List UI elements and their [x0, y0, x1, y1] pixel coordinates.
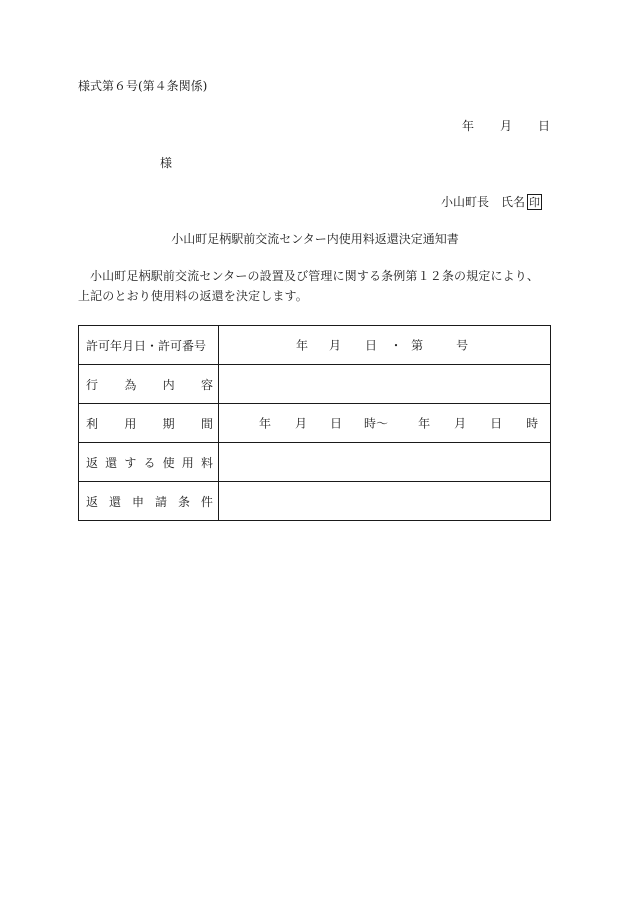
- addressee-suffix: 様: [160, 156, 173, 170]
- label-char: 行: [86, 377, 99, 392]
- table-row: [79, 326, 551, 365]
- label-char: 件: [200, 494, 213, 509]
- issuer-line: [441, 194, 542, 210]
- act-content-value: [219, 365, 551, 404]
- end-year: 年: [418, 416, 431, 431]
- refund-conditions-value: [219, 482, 551, 521]
- label-char: 条: [177, 494, 190, 509]
- label-char: 返: [86, 494, 99, 509]
- row-label-permit-date-number: [79, 326, 219, 365]
- date-day: 日: [538, 119, 551, 133]
- label-char: 用: [181, 455, 194, 470]
- end-day: 日: [490, 416, 503, 431]
- issuer-title: 小山町長: [441, 195, 490, 209]
- permit-dot: ・: [390, 338, 403, 353]
- label-char: 為: [124, 377, 137, 392]
- permit-dai: 第: [411, 338, 424, 353]
- seal-mark: 印: [529, 196, 541, 209]
- label-char: 用: [124, 416, 137, 431]
- permit-year: 年: [296, 338, 309, 353]
- issuer-name-label: 氏名: [501, 195, 526, 209]
- end-hour: 時: [526, 416, 539, 431]
- label-text: 許可年月日・許可番号: [86, 338, 207, 353]
- refund-fee-value: [219, 443, 551, 482]
- usage-period-value: [219, 404, 551, 443]
- row-label-refund-conditions: [79, 482, 219, 521]
- label-char: 容: [200, 377, 213, 392]
- label-char: 還: [108, 494, 121, 509]
- label-char: 請: [154, 494, 167, 509]
- start-month: 月: [295, 416, 308, 431]
- table-row: [79, 482, 551, 521]
- row-label-refund-fee: [79, 443, 219, 482]
- start-year: 年: [259, 416, 272, 431]
- end-month: 月: [454, 416, 467, 431]
- label-char: 返: [86, 455, 99, 470]
- date-month: 月: [500, 119, 513, 133]
- info-table: [78, 325, 551, 521]
- date-year: 年: [462, 119, 475, 133]
- permit-month: 月: [329, 338, 342, 353]
- label-char: す: [124, 455, 137, 470]
- label-char: る: [143, 455, 156, 470]
- label-char: 料: [200, 455, 213, 470]
- date-line: [462, 120, 550, 132]
- start-day: 日: [330, 416, 343, 431]
- label-char: 申: [131, 494, 144, 509]
- row-label-act-content: [79, 365, 219, 404]
- label-char: 間: [200, 416, 213, 431]
- permit-go: 号: [456, 338, 469, 353]
- table-row: [79, 404, 551, 443]
- form-number: 様式第６号(第４条関係): [78, 79, 208, 93]
- table-row: [79, 365, 551, 404]
- permit-date-number-value: [219, 326, 551, 365]
- label-char: 還: [105, 455, 118, 470]
- document-title: 小山町足柄駅前交流センター内使用料返還決定通知書: [171, 232, 459, 246]
- start-hour: 時～: [364, 416, 389, 431]
- body-text: 小山町足柄駅前交流センターの設置及び管理に関する条例第１２条の規定により、上記のとおり使用料の返還を決定します。: [78, 269, 540, 303]
- label-char: 内: [162, 377, 175, 392]
- permit-day: 日: [365, 338, 378, 353]
- table-row: [79, 443, 551, 482]
- label-char: 利: [86, 416, 99, 431]
- label-char: 期: [162, 416, 175, 431]
- row-label-usage-period: [79, 404, 219, 443]
- label-char: 使: [162, 455, 175, 470]
